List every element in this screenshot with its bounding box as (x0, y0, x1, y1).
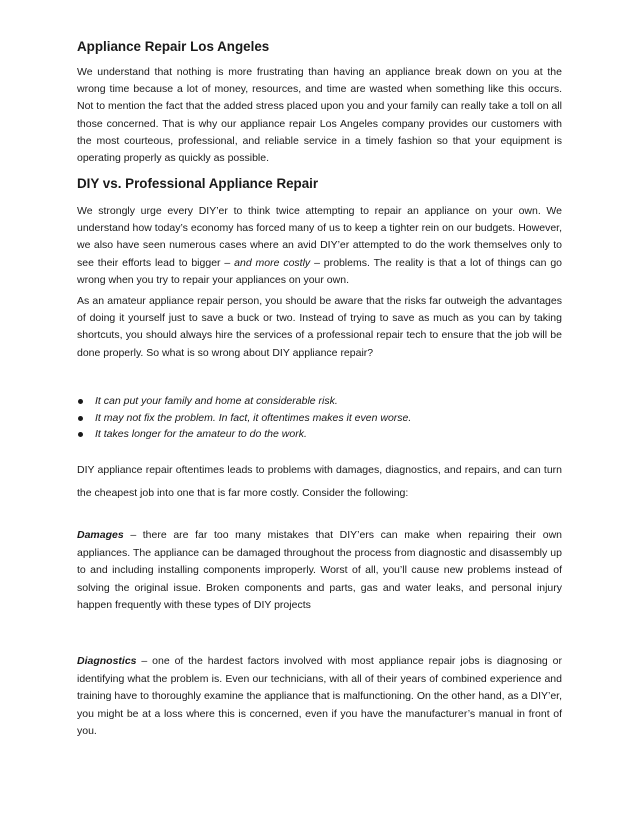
bullet-icon (78, 432, 83, 437)
diy-paragraph (77, 203, 562, 289)
damages-text: – there are far too many mistakes that DIY’ers can make when repairing their own appliances. The appliance can be damaged throughout the process from diagnostic and disassembly up to and including installing components improperly. Worst of all, you’ll cause new problems instead of solving the original issue. Broken components and parts, gas and water leaks, and personal injury happen frequently with these types of DIY projects (77, 529, 562, 612)
list-item: It can put your family and home at considerable risk. (77, 393, 411, 410)
risks-paragraph: As an amateur appliance repair person, you should be aware that the risks far outweigh the advantages of doing it yourself just to save a buck or two. Instead of trying to save as much as you can by taking shortcuts, you should always hire the services of a professional repair tech to ensure that the job will be done properly. So what is so wrong about DIY appliance repair? (77, 295, 562, 359)
list-item: It takes longer for the amateur to do the work. (77, 426, 411, 443)
risk-list (77, 393, 411, 443)
diy-paragraph-emphasis: and more costly (234, 256, 311, 269)
diagnostics-label: Diagnostics (77, 655, 137, 667)
damages-paragraph (77, 527, 562, 615)
section-heading: DIY vs. Professional Appliance Repair (77, 176, 319, 191)
diagnostics-paragraph (77, 653, 562, 741)
diy-paragraph-start: We strongly urge every DIY’er to think twice attempting to repair an appliance on your own. We understand how today’s economy has forced many of us to keep a tighter rein on our budgets. However, we also have seen numerous cases where an avid DIY’er attempted to do the work themselves only to see their efforts lead to bigger – (77, 205, 562, 269)
page-title: Appliance Repair Los Angeles (77, 39, 270, 54)
diagnostics-text: – one of the hardest factors involved with most appliance repair jobs is diagnosing or identifying what the problem is. Even our technicians, with all of their years of combined experience and training have to thoroughly examine the appliance that is malfunctioning. On the other hand, as a DIY’er, you might be at a loss where this is concerned, even if you have the manufacturer’s manual in front of you. (77, 655, 562, 738)
diy-paragraph-end: – problems. The reality is that a lot of things can go wrong when you try to repair your appliances on your own. (77, 256, 562, 286)
bullet-icon (78, 399, 83, 404)
bullet-icon (78, 416, 83, 421)
damages-label: Damages (77, 529, 124, 541)
intro-paragraph: We understand that nothing is more frustrating than having an appliance break down on you at the wrong time because a lot of money, resources, and time are wasted when something like this occurs. Not to mention the fact that the added stress placed upon you and your family can really take a toll on all those concerned. That is why our appliance repair Los Angeles company provides our customers with the most courteous, professional, and reliable service in a timely fashion so that your equipment is operating properly as quickly as possible. (77, 66, 562, 165)
list-item: It may not fix the problem. In fact, it oftentimes makes it even worse. (77, 410, 411, 427)
consider-paragraph: DIY appliance repair oftentimes leads to problems with damages, diagnostics, and repairs, and can turn the cheapest job into one that is far more costly. Consider the following: (77, 464, 562, 499)
